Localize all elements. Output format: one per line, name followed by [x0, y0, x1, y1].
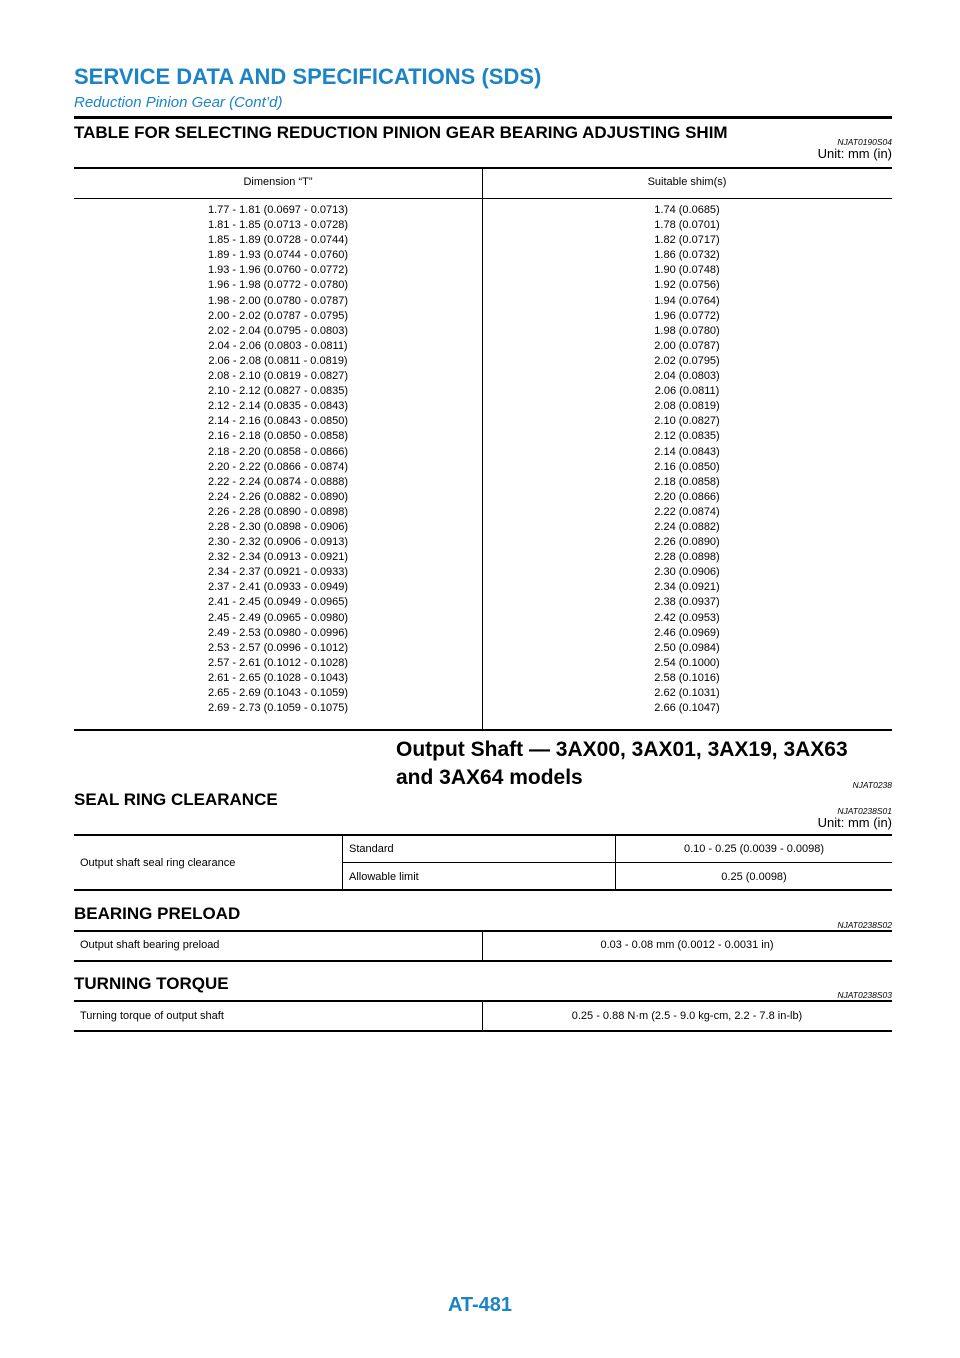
col-header-shim: Suitable shim(s) — [647, 176, 727, 188]
seal-ring-divider-1 — [342, 836, 343, 890]
turning-torque-code: NJAT0238S03 — [837, 990, 892, 1000]
suitable-shim-cell: 2.06 (0.0811) — [654, 385, 720, 398]
dimension-range-cell: 2.41 - 2.45 (0.0949 - 0.0965) — [207, 596, 349, 609]
dimension-range-cell: 1.98 - 2.00 (0.0780 - 0.0787) — [207, 294, 349, 307]
suitable-shim-cell: 1.98 (0.0780) — [654, 324, 720, 337]
dimension-range-cell: 2.28 - 2.30 (0.0898 - 0.0906) — [207, 520, 349, 533]
seal-ring-limit-label: Allowable limit — [349, 871, 419, 883]
output-shaft-title-line2: and 3AX64 models — [396, 766, 583, 789]
suitable-shim-cell: 2.20 (0.0866) — [654, 490, 720, 503]
dimension-range-cell: 1.93 - 1.96 (0.0760 - 0.0772) — [207, 264, 349, 277]
dimension-range-cell: 2.69 - 2.73 (0.1059 - 0.1075) — [207, 702, 349, 715]
suitable-shim-cell: 2.16 (0.0850) — [654, 460, 720, 473]
suitable-shim-cell: 2.42 (0.0953) — [654, 611, 720, 624]
suitable-shim-cell: 2.62 (0.1031) — [654, 687, 720, 699]
shim-table-heading: TABLE FOR SELECTING REDUCTION PINION GEAR BEARING ADJUSTING SHIM — [74, 123, 728, 142]
output-shaft-title — [396, 736, 848, 792]
dimension-range-cell: 2.22 - 2.24 (0.0874 - 0.0888) — [207, 475, 349, 488]
bearing-preload-item: Output shaft bearing preload — [80, 939, 220, 951]
output-shaft-title-line1: Output Shaft — 3AX00, 3AX01, 3AX19, 3AX63 — [396, 738, 848, 761]
page-header-subtitle: Reduction Pinion Gear (Cont’d) — [74, 94, 283, 111]
suitable-shim-cell: 2.50 (0.0984) — [654, 641, 720, 654]
seal-ring-standard-label: Standard — [349, 843, 394, 855]
suitable-shim-cell: 1.74 (0.0685) — [654, 204, 720, 216]
dimension-range-cell: 1.96 - 1.98 (0.0772 - 0.0780) — [207, 279, 349, 292]
seal-ring-limit-value: 0.25 (0.0098) — [721, 871, 787, 883]
col-header-dimension: Dimension “T” — [243, 176, 313, 188]
dimension-range-cell: 2.26 - 2.28 (0.0890 - 0.0898) — [207, 505, 349, 518]
turning-torque-heading: TURNING TORQUE — [74, 974, 229, 993]
seal-ring-code: NJAT0238S01 — [837, 806, 892, 816]
suitable-shim-cell: 1.96 (0.0772) — [654, 309, 720, 322]
shim-table-header-divider — [74, 198, 892, 199]
turning-torque-top-border — [74, 1000, 892, 1002]
dimension-range-cell: 2.37 - 2.41 (0.0933 - 0.0949) — [207, 581, 349, 594]
dimension-range-cell: 2.00 - 2.02 (0.0787 - 0.0795) — [207, 309, 349, 322]
shim-column — [483, 203, 891, 716]
shim-table-unit: Unit: mm (in) — [817, 146, 892, 161]
dimension-range-cell: 2.53 - 2.57 (0.0996 - 0.1012) — [207, 641, 349, 654]
suitable-shim-cell: 2.08 (0.0819) — [654, 400, 720, 413]
suitable-shim-cell: 2.04 (0.0803) — [654, 370, 720, 383]
page-header-title: SERVICE DATA AND SPECIFICATIONS (SDS) — [74, 64, 542, 89]
seal-ring-unit: Unit: mm (in) — [817, 815, 892, 830]
dimension-range-cell: 2.02 - 2.04 (0.0795 - 0.0803) — [207, 324, 349, 337]
suitable-shim-cell: 2.46 (0.0969) — [654, 626, 720, 639]
header-rule — [74, 116, 892, 119]
dimension-range-cell: 2.34 - 2.37 (0.0921 - 0.0933) — [207, 566, 349, 579]
suitable-shim-cell: 1.86 (0.0732) — [654, 249, 720, 262]
output-shaft-code: NJAT0238 — [852, 780, 892, 790]
seal-ring-bottom-border — [74, 889, 892, 891]
dimension-range-cell: 2.49 - 2.53 (0.0980 - 0.0996) — [207, 626, 349, 639]
suitable-shim-cell: 2.24 (0.0882) — [654, 520, 720, 533]
dimension-range-cell: 2.24 - 2.26 (0.0882 - 0.0890) — [207, 490, 349, 503]
dimension-column — [74, 203, 482, 716]
suitable-shim-cell: 1.82 (0.0717) — [654, 234, 720, 247]
dimension-range-cell: 2.20 - 2.22 (0.0866 - 0.0874) — [207, 460, 349, 473]
suitable-shim-cell: 1.92 (0.0756) — [654, 279, 720, 292]
seal-ring-heading: SEAL RING CLEARANCE — [74, 790, 278, 809]
dimension-range-cell: 2.04 - 2.06 (0.0803 - 0.0811) — [208, 339, 348, 352]
seal-ring-standard-value: 0.10 - 0.25 (0.0039 - 0.0098) — [683, 843, 825, 855]
dimension-range-cell: 1.81 - 1.85 (0.0713 - 0.0728) — [207, 219, 349, 232]
dimension-range-cell: 1.85 - 1.89 (0.0728 - 0.0744) — [207, 234, 349, 247]
suitable-shim-cell: 2.26 (0.0890) — [654, 536, 720, 549]
turning-torque-value: 0.25 - 0.88 N·m (2.5 - 9.0 kg-cm, 2.2 - 7.8 in-lb) — [571, 1010, 803, 1022]
dimension-range-cell: 2.14 - 2.16 (0.0843 - 0.0850) — [207, 415, 349, 428]
dimension-range-cell: 2.06 - 2.08 (0.0811 - 0.0819) — [208, 354, 348, 367]
suitable-shim-cell: 2.28 (0.0898) — [654, 551, 720, 564]
suitable-shim-cell: 1.94 (0.0764) — [654, 294, 720, 307]
dimension-range-cell: 2.32 - 2.34 (0.0913 - 0.0921) — [207, 551, 349, 564]
shim-table-bottom-border — [74, 729, 892, 731]
suitable-shim-cell: 1.90 (0.0748) — [654, 264, 720, 277]
dimension-range-cell: 1.89 - 1.93 (0.0744 - 0.0760) — [207, 249, 349, 262]
bearing-preload-code: NJAT0238S02 — [837, 920, 892, 930]
dimension-range-cell: 2.16 - 2.18 (0.0850 - 0.0858) — [207, 430, 349, 443]
dimension-range-cell: 2.12 - 2.14 (0.0835 - 0.0843) — [207, 400, 349, 413]
dimension-range-cell: 2.08 - 2.10 (0.0819 - 0.0827) — [207, 370, 349, 383]
dimension-range-cell: 2.10 - 2.12 (0.0827 - 0.0835) — [207, 385, 349, 398]
seal-ring-item: Output shaft seal ring clearance — [80, 857, 236, 869]
turning-torque-item: Turning torque of output shaft — [80, 1010, 224, 1022]
dimension-range-cell: 2.18 - 2.20 (0.0858 - 0.0866) — [207, 445, 349, 458]
dimension-range-cell: 2.45 - 2.49 (0.0965 - 0.0980) — [207, 611, 349, 624]
seal-ring-row-divider — [343, 862, 892, 863]
suitable-shim-cell: 2.00 (0.0787) — [654, 339, 720, 352]
suitable-shim-cell: 2.34 (0.0921) — [654, 581, 720, 594]
dimension-range-cell: 2.57 - 2.61 (0.1012 - 0.1028) — [207, 656, 349, 669]
dimension-range-cell: 2.61 - 2.65 (0.1028 - 0.1043) — [207, 671, 349, 684]
suitable-shim-cell: 2.12 (0.0835) — [654, 430, 720, 443]
suitable-shim-cell: 2.66 (0.1047) — [654, 702, 720, 715]
shim-table-code: NJAT0190S04 — [837, 137, 892, 147]
dimension-range-cell: 2.65 - 2.69 (0.1043 - 0.1059) — [207, 687, 349, 699]
bearing-preload-bottom-border — [74, 960, 892, 962]
shim-table-top-border — [74, 167, 892, 169]
suitable-shim-cell: 2.38 (0.0937) — [654, 596, 720, 609]
bearing-preload-heading: BEARING PRELOAD — [74, 904, 241, 923]
suitable-shim-cell: 1.78 (0.0701) — [654, 219, 720, 232]
suitable-shim-cell: 2.10 (0.0827) — [654, 415, 720, 428]
suitable-shim-cell: 2.54 (0.1000) — [654, 656, 720, 669]
suitable-shim-cell: 2.22 (0.0874) — [654, 505, 720, 518]
bearing-preload-value: 0.03 - 0.08 mm (0.0012 - 0.0031 in) — [600, 939, 774, 951]
suitable-shim-cell: 2.18 (0.0858) — [654, 475, 720, 488]
dimension-range-cell: 1.77 - 1.81 (0.0697 - 0.0713) — [207, 204, 349, 216]
suitable-shim-cell: 2.58 (0.1016) — [654, 671, 720, 684]
bearing-preload-top-border — [74, 930, 892, 932]
suitable-shim-cell: 2.02 (0.0795) — [654, 354, 720, 367]
seal-ring-top-border — [74, 834, 892, 836]
page-number: AT-481 — [447, 1294, 513, 1316]
dimension-range-cell: 2.30 - 2.32 (0.0906 - 0.0913) — [207, 536, 349, 549]
suitable-shim-cell: 2.14 (0.0843) — [654, 445, 720, 458]
suitable-shim-cell: 2.30 (0.0906) — [654, 566, 720, 579]
turning-torque-bottom-border — [74, 1030, 892, 1032]
